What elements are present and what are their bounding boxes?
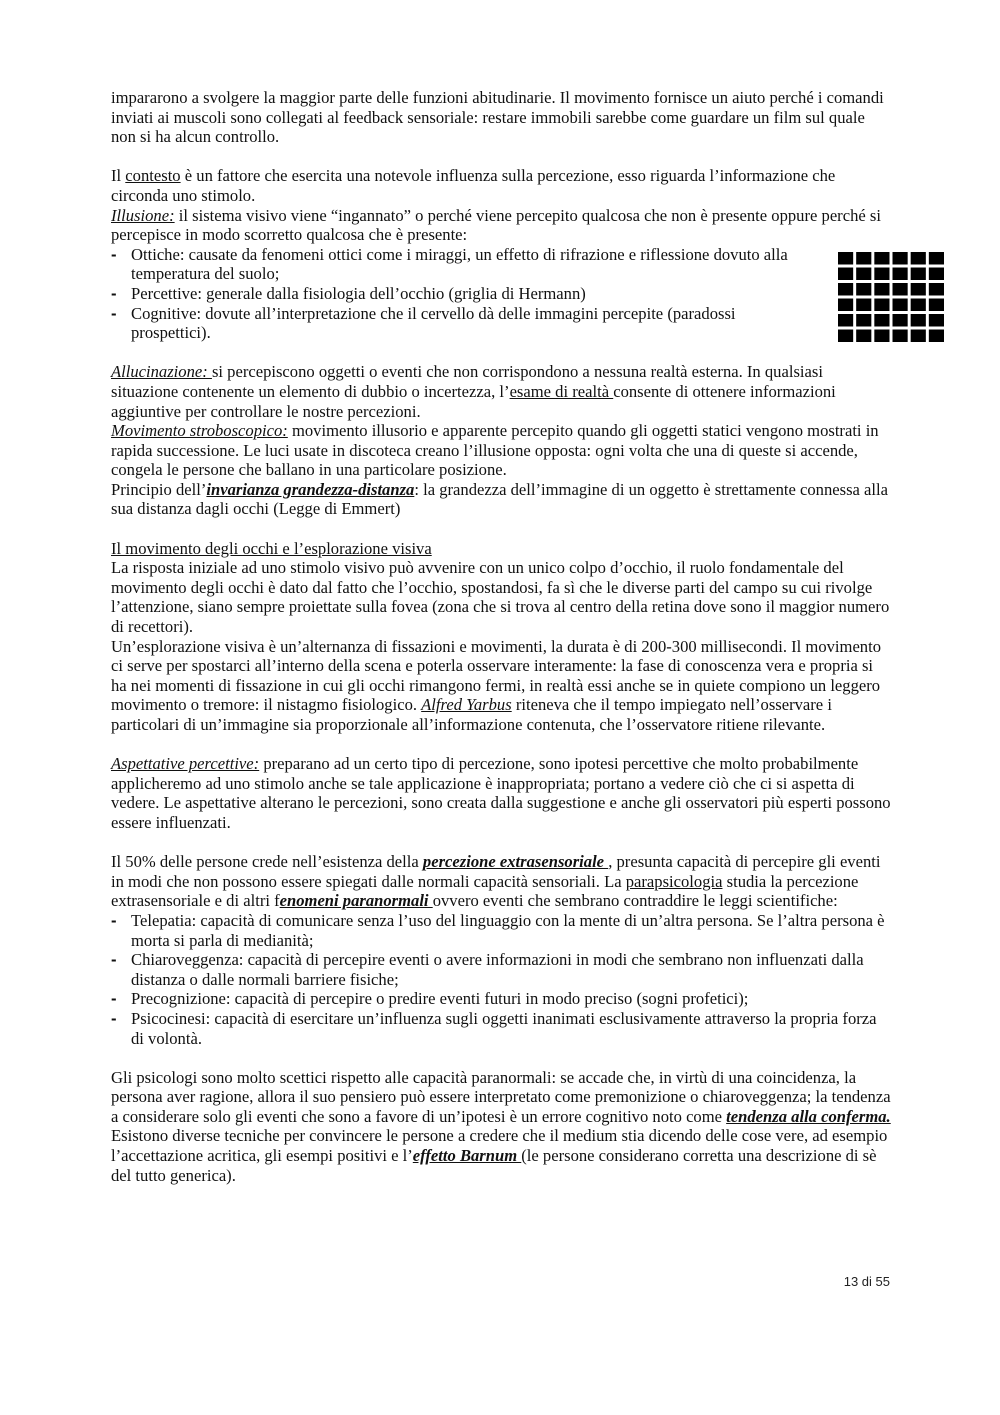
term-parapsicologia: parapsicologia [625, 871, 723, 891]
grid-square [874, 314, 889, 327]
grid-square [893, 268, 908, 281]
grid-square [893, 252, 908, 265]
paranormal-list [111, 911, 891, 1048]
paragraph-aspettative: Aspettative percettive: preparano ad un certo tipo di percezione, sono ipotesi percettive che molto probabilmente applicheremo ad uno stimolo anche se tale applicazione è inappropriata; portano a vedere ciò che ci si aspetta di vedere. Le aspettative alterano le percezioni, sono creata dalla suggestione e anche gli osservatori più esperti possono essere influenzati. [111, 754, 891, 832]
term-fenomeni-paranormali: enomeni paranormali [279, 891, 433, 911]
list-item: - Telepatia: capacità di comunicare senza l’uso del linguaggio con la mente di un’altra persona. Se l’altra persona è morta si parla di medianità; [111, 911, 891, 950]
paragraph-invarianza: Principio dell’invarianza grandezza-distanza: la grandezza dell’immagine di un oggetto è strettamente connessa alla sua distanza dagli occhi (Legge di Emmert) [111, 479, 889, 519]
list-item: - Chiaroveggenza: capacità di percepire eventi o avere informazioni in modi che sembrano non influenzati dalla distanza o dalle normali barriere fisiche; [111, 950, 891, 989]
grid-square [838, 314, 853, 327]
document-page [111, 88, 891, 1185]
hermann-grid-figure [838, 252, 944, 342]
list-item: - Cognitive: dovute all’interpretazione che il cervello dà delle immagini percepite (paradossi prospettici). [111, 304, 891, 343]
term-contesto: contesto [125, 166, 181, 186]
grid-square [911, 283, 926, 296]
grid-square [874, 252, 889, 265]
grid-square [893, 299, 908, 312]
grid-square [838, 268, 853, 281]
grid-square [838, 252, 853, 265]
term-aspettative: Aspettative percettive: [111, 754, 260, 774]
grid-square [874, 330, 889, 343]
grid-square [856, 299, 871, 312]
grid-square [929, 283, 944, 296]
grid-square [874, 283, 889, 296]
grid-square [929, 314, 944, 327]
term-allucinazione: Allucinazione: [111, 362, 212, 382]
grid-square [856, 314, 871, 327]
paragraph-scettici: Gli psicologi sono molto scettici rispetto alle capacità paranormali: se accade che, in virtù di una coincidenza, la persona aver ragione, allora il suo pensiero può essere interpretato come premonizione o chiaroveggenza; la tendenza a considerare solo gli eventi che sono a favore di un’ipotesi è un errore cognitivo noto come tendenza alla conferma. [111, 1067, 891, 1126]
grid-square [856, 268, 871, 281]
paragraph-contesto: Il contesto è un fattore che esercita una notevole influenza sulla percezione, esso riguarda l’informazione che circonda uno stimolo. [111, 166, 836, 205]
term-invarianza: invarianza grandezza-distanza [206, 479, 415, 499]
term-yarbus: Alfred Yarbus [421, 695, 512, 715]
term-extrasensoriale: percezione extrasensoriale [422, 852, 609, 872]
grid-square [911, 314, 926, 327]
grid-square [856, 252, 871, 265]
grid-square [856, 283, 871, 296]
grid-square [874, 268, 889, 281]
list-item: - Percettive: generale dalla fisiologia dell’occhio (griglia di Hermann) [111, 284, 891, 304]
list-item: - Ottiche: causate da fenomeni ottici come i miraggi, un effetto di rifrazione e riflessione dovuto alla temperatura del suolo; [111, 245, 891, 284]
paragraph-barnum: Esistono diverse tecniche per convincere le persone a credere che il medium stia dicendo delle cose vere, ad esempio l’accettazione acritica, gli esempi positivi e l’effetto Barnum (le persone considerano corretta una descrizione di sè del tutto generica). [111, 1126, 888, 1185]
section-heading-occhi: Il movimento degli occhi e l’esplorazione visiva [111, 538, 432, 558]
term-tendenza-conferma: tendenza alla conferma. [726, 1106, 891, 1126]
term-stroboscopico: Movimento stroboscopico: [111, 421, 288, 441]
grid-square [838, 330, 853, 343]
grid-square [893, 314, 908, 327]
paragraph-occhi-2: Un’esplorazione visiva è un’alternanza di fissazioni e movimenti, la durata è di 200-300 millisecondi. Il movimento ci serve per spostarci all’interno della scena e poterla osservare interamente: la fase di conoscenza vera e propria si ha nei momenti di fissazione in cui gli occhi rimangono fermi, in realtà essi anche se in quiete compiono un leggero movimento o tremore: il nistagmo fisiologico. Alfred Yarbus riteneva che il tempo impiegato nell’osservare i particolari di un’immagine sia proporzionale all’informazione contenuta, che l’osservatore ritiene rilevante. [111, 636, 882, 734]
grid-square [929, 330, 944, 343]
term-esame-realta: esame di realtà [509, 381, 614, 401]
grid-square [911, 299, 926, 312]
grid-square [856, 330, 871, 343]
grid-square [929, 268, 944, 281]
paragraph-allucinazione: Allucinazione: si percepiscono oggetti o eventi che non corrispondono a nessuna realtà esterna. In qualsiasi situazione contenente un elemento di dubbio o incertezza, l’esame di realtà consente di ottenere informazioni aggiuntive per controllare le nostre percezioni. [111, 362, 836, 421]
illusione-list [111, 245, 891, 343]
grid-square [874, 299, 889, 312]
term-effetto-barnum: effetto Barnum [412, 1146, 522, 1166]
grid-square [838, 299, 853, 312]
hermann-grid-icon [838, 252, 944, 342]
term-illusione: Illusione: [111, 205, 175, 225]
grid-square [929, 299, 944, 312]
grid-square [893, 283, 908, 296]
grid-square [911, 252, 926, 265]
grid-square [911, 268, 926, 281]
paragraph-movimento: impararono a svolgere la maggior parte delle funzioni abitudinarie. Il movimento fornisce un aiuto perché i comandi inviati ai muscoli sono collegati al feedback sensoriale: restare immobili sarebbe come guardare un film sul quale non si ha alcun controllo. [111, 88, 884, 147]
grid-square [911, 330, 926, 343]
list-item: - Precognizione: capacità di percepire o predire eventi futuri in modo preciso (sogni profetici); [111, 989, 891, 1009]
grid-square [838, 283, 853, 296]
grid-square [929, 252, 944, 265]
paragraph-illusione: Illusione: il sistema visivo viene “ingannato” o perché viene percepito qualcosa che non è presente oppure perché si percepisce in modo scorretto qualcosa che è presente: [111, 205, 881, 245]
paragraph-occhi-1: La risposta iniziale ad uno stimolo visivo può avvenire con un unico colpo d’occhio, il ruolo fondamentale del movimento degli occhi è dato dal fatto che l’occhio, spostandosi, fa sì che le diverse parti del campo su cui rivolge l’attenzione, siano sempre proiettate sulla fovea (zona che si trova al centro della retina dove sono il maggior numero di recettori). [111, 558, 890, 637]
grid-square [893, 330, 908, 343]
paragraph-extrasensoriale: Il 50% delle persone crede nell’esistenza della percezione extrasensoriale , presunta capacità di percepire gli eventi in modi che non possono essere spiegati dalle normali capacità sensoriali. La parapsicologia studia la percezione extrasensoriale e di altri fenomeni paranormali ovvero eventi che sembrano contraddire le leggi scientifiche: [111, 852, 881, 911]
page-number: 13 di 55 [843, 1274, 890, 1289]
paragraph-stroboscopico: Movimento stroboscopico: movimento illusorio e apparente percepito quando gli oggetti statici vengono mostrati in rapida successione. Le luci usate in discoteca creano l’illusione opposta: ogni volta che una di queste si accende, congela le persone che ballano in una particolare posizione. [111, 421, 879, 480]
list-item: - Psicocinesi: capacità di esercitare un’influenza sugli oggetti inanimati esclusivamente attraverso la propria forza di volontà. [111, 1009, 891, 1048]
